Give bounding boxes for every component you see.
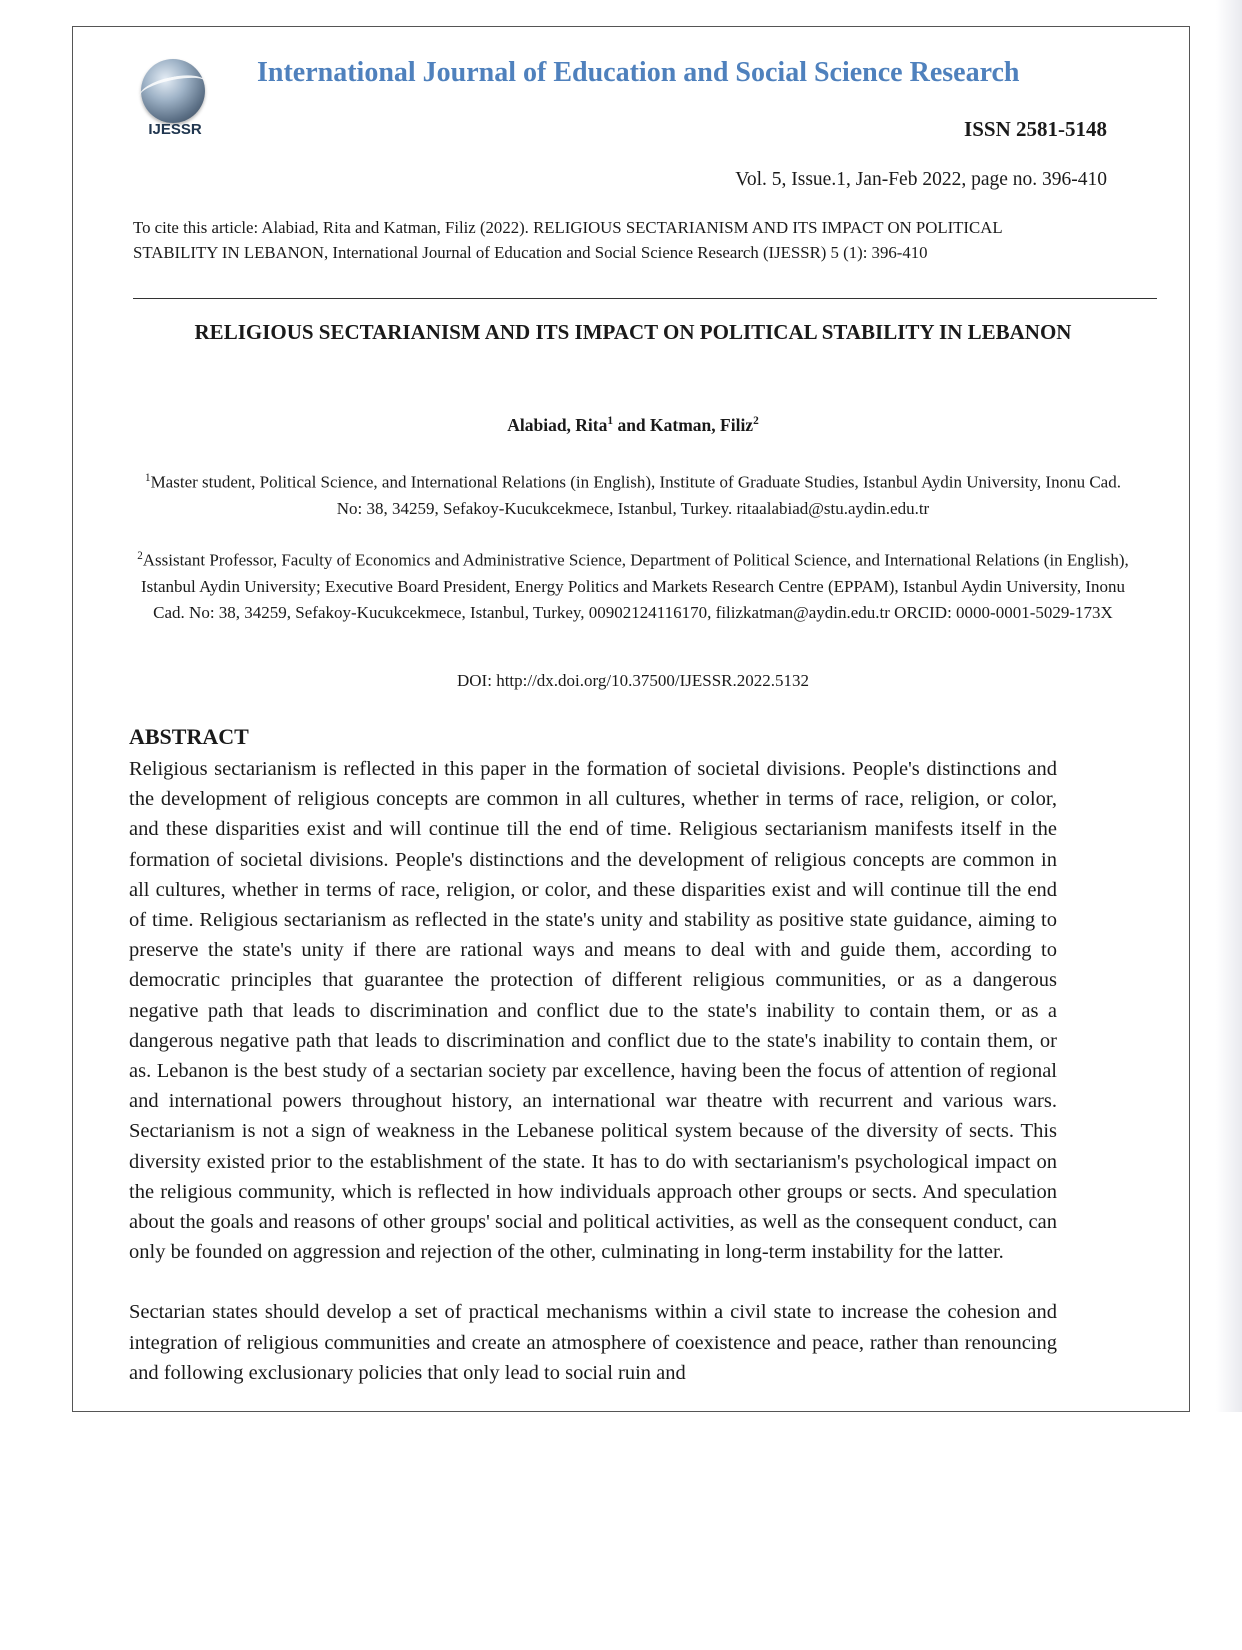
abstract-body [129, 754, 1057, 1388]
affiliation-2-text: Assistant Professor, Faculty of Economics and Administrative Science, Department of Political Science, and International Relations (in English), Istanbul Aydin University; Executive Board President, Energy Politics and Markets Research Centre (EPPAM), Istanbul Aydin University, Inonu Cad. No: 38, 34259, Sefakoy-Kucukcekmece, Istanbul, Turkey, 00902124116170, filizkatman@aydin.edu.tr ORCID: 0000-0001-5029-173X [141, 550, 1129, 622]
journal-title: International Journal of Education and Social Science Research [257, 57, 1020, 88]
affiliation-1-superscript: 1 [145, 472, 151, 484]
author-2: Katman, Filiz [650, 415, 754, 435]
paper-title: RELIGIOUS SECTARIANISM AND ITS IMPACT ON POLITICAL STABILITY IN LEBANON [194, 320, 1072, 344]
author-1-superscript: 1 [607, 415, 614, 428]
affiliation-2-superscript: 2 [137, 550, 143, 562]
document-page [72, 26, 1190, 1412]
affiliation-1 [133, 465, 1133, 522]
citation-divider [133, 298, 1157, 299]
journal-logo [135, 55, 215, 143]
citation: To cite this article: Alabiad, Rita and Katman, Filiz (2022). RELIGIOUS SECTARIANISM AND ITS IMPACT ON POLITICAL STABILITY IN LEBANON, International Journal of Education and Social Science Research (IJESSR) 5 (1): 396-410 [133, 218, 1002, 262]
affiliation-2 [133, 543, 1133, 626]
affiliation-1-text: Master student, Political Science, and International Relations (in English), Institute of Graduate Studies, Istanbul Aydin University, Inonu Cad. No: 38, 34259, Sefakoy-Kucukcekmece, Istanbul, Turkey. ritaalabiad@stu.aydin.edu.tr [150, 472, 1121, 518]
abstract-heading: ABSTRACT [129, 724, 249, 749]
authors [133, 415, 1133, 436]
abstract-paragraph-1: Religious sectarianism is reflected in this paper in the formation of societal divisions. People's distinctions and the development of religious concepts are common in all cultures, whether in terms of race, religion, or color, and these disparities exist and will continue till the end of time. Religious sectarianism manifests itself in the formation of societal divisions. People's distinctions and the development of religious concepts are common in all cultures, whether in terms of race, religion, or color, and these disparities exist and will continue till the end of time. Religious sectarianism as reflected in the state's unity and stability as positive state guidance, aiming to preserve the state's unity if there are rational ways and means to deal with and guide them, according to democratic principles that guarantee the protection of different religious communities, or as a dangerous negative path that leads to discrimination and conflict due to the state's inability to contain them, or as a dangerous negative path that leads to discrimination and conflict due to the state's inability to contain them, or as. Lebanon is the best study of a sectarian society par excellence, having been the focus of attention of regional and international powers throughout history, an international war theatre with recurrent and various wars. Sectarianism is not a sign of weakness in the Lebanese political system because of the diversity of sects. This diversity existed prior to the establishment of the state. It has to do with sectarianism's psychological impact on the religious community, which is reflected in how individuals approach other groups or sects. And speculation about the goals and reasons of other groups' social and political activities, as well as the consequent conduct, can only be founded on aggression and rejection of the other, culminating in long-term instability for the latter. [129, 758, 1057, 1264]
issn: ISSN 2581-5148 [964, 117, 1107, 141]
author-2-superscript: 2 [753, 415, 759, 428]
page-shadow [1216, 0, 1242, 1650]
below-page-area [0, 1412, 1242, 1650]
volume-info: Vol. 5, Issue.1, Jan-Feb 2022, page no. 396-410 [735, 169, 1107, 190]
logo-text: IJESSR [148, 121, 202, 138]
author-1: Alabiad, Rita [507, 415, 608, 435]
abstract-paragraph-2: Sectarian states should develop a set of practical mechanisms within a civil state to increase the cohesion and integration of religious communities and create an atmosphere of coexistence and peace, rather than renouncing and following exclusionary policies that only lead to social ruin and [129, 1301, 1057, 1384]
author-joiner: and [613, 415, 651, 435]
doi: DOI: http://dx.doi.org/10.37500/IJESSR.2022.5132 [457, 671, 809, 690]
